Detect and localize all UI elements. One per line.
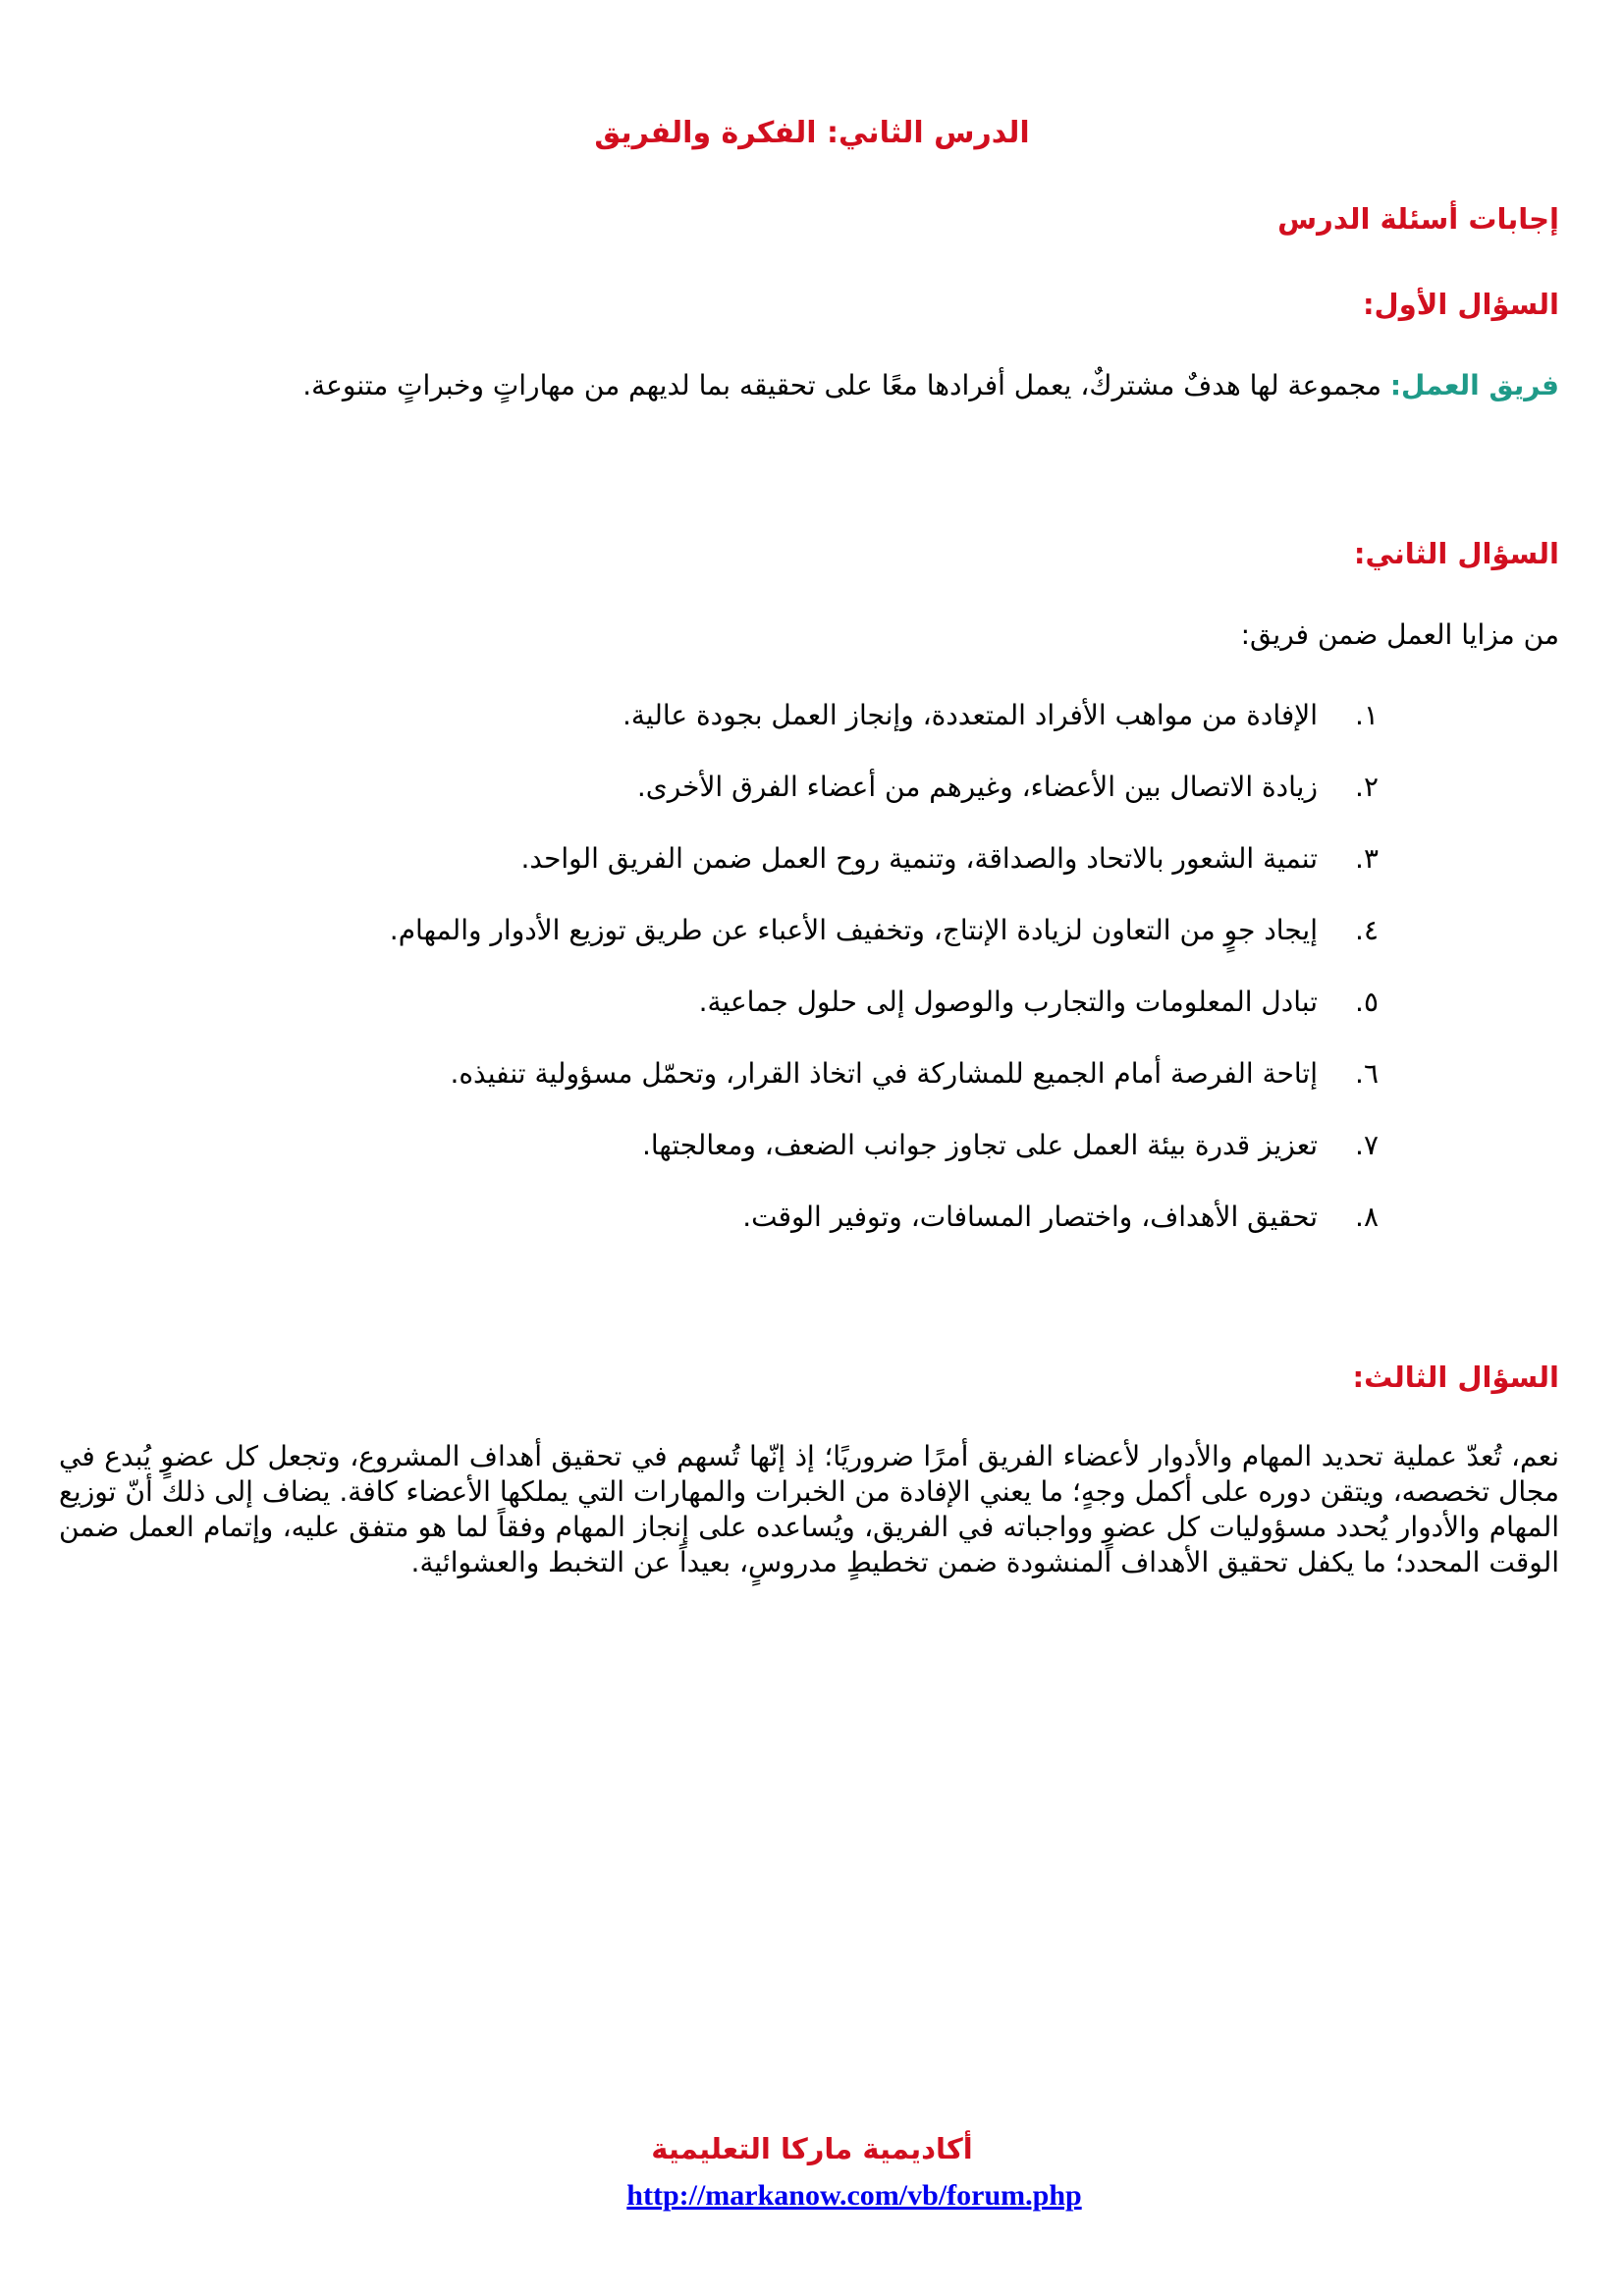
benefit-item (59, 1127, 1379, 1199)
question-2-heading: السؤال الثاني: (1353, 537, 1559, 570)
benefit-text: تحقيق الأهداف، واختصار المسافات، وتوفير الوقت. (742, 1201, 1318, 1233)
benefit-text: تنمية الشعور بالاتحاد والصداقة، وتنمية روح العمل ضمن الفريق الواحد. (520, 842, 1318, 875)
benefit-item (59, 912, 1379, 984)
benefit-text: زيادة الاتصال بين الأعضاء، وغيرهم من أعضاء الفرق الأخرى. (636, 771, 1318, 803)
team-definition-text: مجموعة لها هدفٌ مشتركٌ، يعمل أفرادها معًا على تحقيقه بما لديهم من مهاراتٍ وخبراتٍ متنوعة. (302, 369, 1390, 401)
benefit-text: تعزيز قدرة بيئة العمل على تجاوز جوانب الضعف، ومعالجتها. (641, 1129, 1318, 1161)
question-1-heading: السؤال الأول: (1362, 288, 1559, 321)
benefits-list (59, 697, 1379, 1270)
benefit-item (59, 1199, 1379, 1270)
forum-link[interactable]: http://markanow.com/vb/forum.php (626, 2179, 1082, 2212)
benefit-number: ٣. (1355, 842, 1379, 875)
question-3-heading: السؤال الثالث: (1352, 1361, 1559, 1394)
benefit-item (59, 1055, 1379, 1127)
question-2-intro: من مزايا العمل ضمن فريق: (1240, 618, 1559, 651)
academy-name: أكاديمية ماركا التعليمية (651, 2132, 973, 2165)
benefit-number: ٦. (1355, 1057, 1379, 1090)
benefit-number: ٨. (1355, 1201, 1379, 1233)
benefit-number: ٧. (1355, 1129, 1379, 1161)
answers-heading: إجابات أسئلة الدرس (1277, 202, 1559, 236)
benefit-number: ١. (1355, 699, 1379, 731)
question-3-answer: نعم، تُعدّ عملية تحديد المهام والأدوار لأعضاء الفريق أمرًا ضروريًا؛ إذ إنّها تُسهم في تحقيق أهداف المشروع، وتجعل كل عضوٍ يُبدع في مجال تخصصه، ويتقن دوره على أكمل وجهٍ؛ ما يعني الإفادة من الخبرات والمهارات التي يملكها الأعضاء كافة. يضاف إلى ذلك أنّ توزيع المهام والأدوار يُحدد مسؤوليات كل عضوٍ وواجباته في الفريق، ويُساعده على إنجاز المهام وفقاً لما هو متفق عليه، وإتمام العمل ضمن الوقت المحدد؛ ما يكفل تحقيق الأهداف المنشودة ضمن تخطيطٍ مدروسٍ، بعيداً عن التخبط والعشوائية. (59, 1440, 1559, 1578)
benefit-text: إتاحة الفرصة أمام الجميع للمشاركة في اتخاذ القرار، وتحمّل مسؤولية تنفيذه. (450, 1057, 1318, 1090)
benefit-number: ٢. (1355, 771, 1379, 803)
benefit-item (59, 840, 1379, 912)
benefit-text: إيجاد جوٍ من التعاون لزيادة الإنتاج، وتخفيف الأعباء عن طريق توزيع الأدوار والمهام. (389, 914, 1318, 946)
benefit-text: الإفادة من مواهب الأفراد المتعددة، وإنجاز العمل بجودة عالية. (622, 699, 1318, 731)
team-definition-term: فريق العمل: (1389, 369, 1559, 401)
question-1-answer (59, 367, 1559, 404)
benefit-item (59, 769, 1379, 840)
benefit-number: ٤. (1355, 914, 1379, 946)
benefit-item (59, 697, 1379, 769)
benefits-list-container (59, 697, 1379, 1270)
benefit-text: تبادل المعلومات والتجارب والوصول إلى حلول جماعية. (698, 986, 1318, 1018)
benefit-number: ٥. (1355, 986, 1379, 1018)
lesson-title: الدرس الثاني: الفكرة والفريق (594, 116, 1030, 150)
benefit-item (59, 984, 1379, 1055)
